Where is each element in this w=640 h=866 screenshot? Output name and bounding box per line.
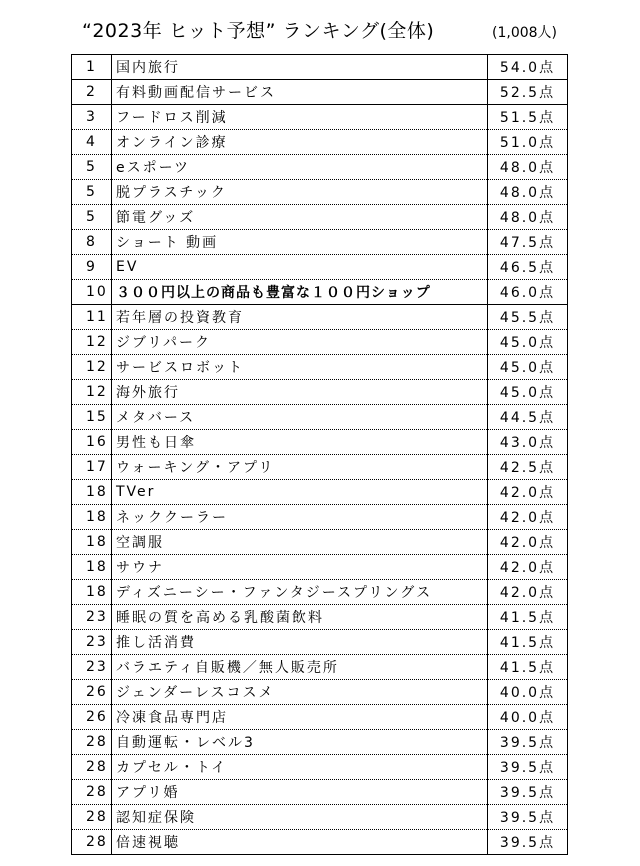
table-row [72,280,568,305]
score-cell: 42.0点 [488,555,568,580]
rank-cell: 23 [72,630,112,655]
item-cell: メタバース [112,405,488,430]
score-cell: 39.5点 [488,830,568,855]
table-row [72,705,568,730]
score-cell: 51.0点 [488,130,568,155]
score-cell: 45.0点 [488,330,568,355]
item-cell: ウォーキング・アプリ [112,455,488,480]
score-cell: 51.5点 [488,105,568,130]
rank-cell: 1 [72,55,112,80]
table-row [72,80,568,105]
table-row [72,230,568,255]
item-cell: ショート 動画 [112,230,488,255]
table-row [72,355,568,380]
table-row [72,105,568,130]
rank-cell: 23 [72,605,112,630]
score-cell: 41.5点 [488,630,568,655]
score-cell: 48.0点 [488,155,568,180]
item-cell: フードロス削減 [112,105,488,130]
score-cell: 54.0点 [488,55,568,80]
table-row [72,630,568,655]
ranking-table [71,54,568,855]
score-cell: 43.0点 [488,430,568,455]
score-cell: 46.0点 [488,280,568,305]
table-row [72,730,568,755]
item-cell: 海外旅行 [112,380,488,405]
score-cell: 42.0点 [488,580,568,605]
respondent-count: (1,008人) [492,25,558,41]
rank-cell: 28 [72,730,112,755]
table-row [72,555,568,580]
item-cell: ジブリパーク [112,330,488,355]
item-cell: 空調服 [112,530,488,555]
rank-cell: 28 [72,755,112,780]
table-row [72,155,568,180]
score-cell: 42.0点 [488,505,568,530]
rank-cell: 10 [72,280,112,305]
score-cell: 39.5点 [488,780,568,805]
table-row [72,530,568,555]
rank-cell: 28 [72,780,112,805]
table-row [72,680,568,705]
table-row [72,430,568,455]
rank-cell: 5 [72,180,112,205]
rank-cell: 11 [72,305,112,330]
score-cell: 39.5点 [488,755,568,780]
item-cell: eスポーツ [112,155,488,180]
table-row [72,380,568,405]
score-cell: 40.0点 [488,680,568,705]
rank-cell: 12 [72,380,112,405]
score-cell: 46.5点 [488,255,568,280]
item-cell: 推し活消費 [112,630,488,655]
score-cell: 39.5点 [488,805,568,830]
table-row [72,255,568,280]
table-row [72,805,568,830]
item-cell: ジェンダーレスコスメ [112,680,488,705]
rank-cell: 2 [72,80,112,105]
rank-cell: 17 [72,455,112,480]
table-row [72,480,568,505]
table-row [72,780,568,805]
rank-cell: 18 [72,480,112,505]
rank-cell: 26 [72,680,112,705]
rank-cell: 28 [72,830,112,855]
table-row [72,830,568,855]
item-cell: 睡眠の質を高める乳酸菌飲料 [112,605,488,630]
table-row [72,505,568,530]
table-row [72,55,568,80]
score-cell: 47.5点 [488,230,568,255]
score-cell: 42.5点 [488,455,568,480]
score-cell: 42.0点 [488,480,568,505]
item-cell: 国内旅行 [112,55,488,80]
rank-cell: 18 [72,555,112,580]
score-cell: 45.0点 [488,380,568,405]
item-cell: 若年層の投資教育 [112,305,488,330]
item-cell: ネッククーラー [112,505,488,530]
table-row [72,580,568,605]
rank-cell: 16 [72,430,112,455]
item-cell: 自動運転・レベル3 [112,730,488,755]
table-row [72,455,568,480]
item-cell: TVer [112,480,488,505]
item-cell: 男性も日傘 [112,430,488,455]
score-cell: 45.0点 [488,355,568,380]
rank-cell: 12 [72,355,112,380]
table-row [72,180,568,205]
item-cell: バラエティ自販機／無人販売所 [112,655,488,680]
item-cell: 認知症保険 [112,805,488,830]
score-cell: 44.5点 [488,405,568,430]
table-row [72,405,568,430]
item-cell: 節電グッズ [112,205,488,230]
score-cell: 48.0点 [488,180,568,205]
rank-cell: 3 [72,105,112,130]
item-cell: サービスロボット [112,355,488,380]
rank-cell: 12 [72,330,112,355]
rank-cell: 28 [72,805,112,830]
score-cell: 41.5点 [488,655,568,680]
table-row [72,205,568,230]
table-row [72,755,568,780]
score-cell: 52.5点 [488,80,568,105]
table-row [72,305,568,330]
score-cell: 42.0点 [488,530,568,555]
table-row [72,605,568,630]
rank-cell: 26 [72,705,112,730]
item-cell: オンライン診療 [112,130,488,155]
rank-cell: 18 [72,580,112,605]
item-cell: 倍速視聴 [112,830,488,855]
rank-cell: 5 [72,205,112,230]
score-cell: 40.0点 [488,705,568,730]
rank-cell: 18 [72,505,112,530]
score-cell: 48.0点 [488,205,568,230]
score-cell: 39.5点 [488,730,568,755]
page-title: “2023年 ヒット予想” ランキング(全体) [82,20,435,42]
rank-cell: 18 [72,530,112,555]
item-cell: ディズニーシー・ファンタジースプリングス [112,580,488,605]
table-row [72,330,568,355]
rank-cell: 9 [72,255,112,280]
score-cell: 41.5点 [488,605,568,630]
table-row [72,655,568,680]
rank-cell: 15 [72,405,112,430]
item-cell: 脱プラスチック [112,180,488,205]
ranking-table-body [72,55,568,855]
score-cell: 45.5点 [488,305,568,330]
item-cell: アプリ婚 [112,780,488,805]
rank-cell: 8 [72,230,112,255]
item-cell: カプセル・トイ [112,755,488,780]
rank-cell: 5 [72,155,112,180]
item-cell: 有料動画配信サービス [112,80,488,105]
item-cell: ３００円以上の商品も豊富な１００円ショップ [112,280,488,305]
item-cell: 冷凍食品専門店 [112,705,488,730]
item-cell: サウナ [112,555,488,580]
rank-cell: 4 [72,130,112,155]
rank-cell: 23 [72,655,112,680]
table-row [72,130,568,155]
item-cell: EV [112,255,488,280]
